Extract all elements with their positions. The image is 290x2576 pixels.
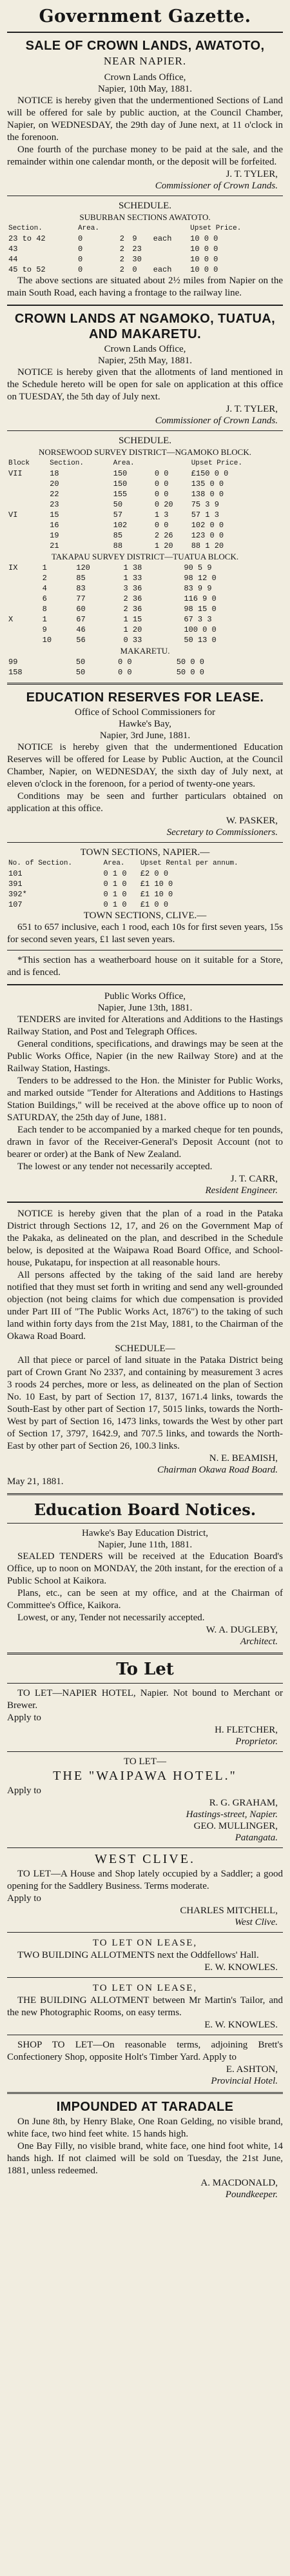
notice-pataka-road	[7, 1208, 283, 1488]
table-cell: 46	[76, 625, 86, 634]
table-body	[7, 468, 283, 551]
table-body	[7, 563, 283, 645]
divider	[7, 1523, 283, 1524]
signature-name: CHARLES MITCHELL,	[180, 1906, 278, 1916]
table-cell: 16	[50, 521, 59, 530]
table-cell: 50	[75, 668, 86, 677]
notice-body: TENDERS are invited for Alterations and Additions to the Hastings Railway Station, and Post and Telegraph Offices.	[7, 1014, 283, 1037]
table-cell: 83 9 9	[184, 584, 212, 593]
signature-title: Commissioner of Crown Lands.	[155, 416, 278, 426]
table-cell: 102	[113, 521, 128, 530]
table-row	[7, 614, 283, 625]
signature-title: Secretary to Commissioners.	[166, 827, 278, 838]
table-cell	[7, 541, 48, 551]
divider	[7, 305, 283, 306]
table-cell: 77	[76, 594, 86, 603]
schedule-footnote: *This section has a weatherboard house on it suitable for a Store, and is fenced.	[7, 955, 283, 978]
signature-title: Poundkeeper.	[225, 2189, 278, 2200]
table-cell: 2 36	[123, 605, 142, 614]
divider	[7, 1202, 283, 1203]
table-row	[7, 604, 283, 614]
table-cell	[7, 520, 48, 530]
table-row	[7, 583, 283, 594]
notice-body: One Bay Filly, no visible brand, white face, one hind foot white, 14 hands high. If not claimed will be sold on Tuesday, the 21st June, 1881, unless redeemed.	[7, 2141, 283, 2176]
table-cell: 102 0 0	[191, 521, 224, 530]
table-cell	[7, 583, 41, 594]
office-line: Office of School Commissioners for	[74, 707, 216, 718]
signature-title: Proprietor.	[235, 1736, 278, 1747]
notice-education-reserves	[7, 690, 283, 979]
signature-name: A. MACDONALD,	[200, 2178, 278, 2188]
table-row	[7, 879, 283, 889]
table-row	[7, 510, 283, 520]
signature-name: GEO. MULLINGER,	[193, 1821, 278, 1831]
table-cell: £2 0 0	[140, 869, 169, 878]
signature-name: J. T. TYLER,	[226, 169, 278, 179]
table-cell: VII	[8, 469, 23, 478]
table-cell: 135 0 0	[191, 479, 224, 488]
notice-body: Tenders to be addressed to the Hon. the Minister for Public Works, and marked outside "Tender for Alterations and Additions to Hastings Station Buildings," will be received at the above office up to noon of SATURDAY, the 25th day of June, 1881.	[7, 1076, 283, 1123]
table-cell: 75 3 9	[191, 500, 219, 509]
column-header: Section.	[8, 225, 43, 232]
schedule-table	[7, 223, 283, 275]
office-date: Napier, 3rd June, 1881.	[99, 730, 191, 741]
column-header: Upset Rental per annum.	[140, 860, 238, 867]
office-date: Napier, 10th May, 1881.	[98, 84, 192, 94]
notice-body: SEALED TENDERS will be received at the Education Board's Office, up to noon on MONDAY, the 20th instant, for the erection of a Public School at Kaikora.	[7, 1551, 283, 1586]
signature-name: J. T. TYLER,	[226, 404, 278, 414]
table-cell: 9	[42, 625, 47, 634]
schedule-title: SCHEDULE—	[115, 1343, 175, 1354]
table-cell: 98 12 0	[184, 574, 217, 583]
table-cell: 0 1 0	[103, 890, 127, 899]
signature-title: Patangata.	[235, 1833, 278, 1843]
divider	[7, 1493, 283, 1495]
table-cell: 0 0	[118, 658, 132, 667]
table-cell: 19	[50, 531, 59, 540]
schedule-title: SCHEDULE.	[118, 436, 172, 446]
notice-body: One fourth of the purchase money to be paid at the sale, and the remainder within one calendar month, or the deposit will be forfeited.	[7, 145, 283, 167]
ad-west-clive	[7, 1852, 283, 1928]
notice-public-works	[7, 991, 283, 1196]
divider	[7, 1683, 283, 1684]
notice-date: May 21, 1881.	[7, 1476, 64, 1487]
table-cell: 50 0 0	[176, 668, 204, 677]
table-cell: 107	[8, 900, 23, 909]
office-line: Crown Lands Office,	[104, 72, 186, 83]
signature-name: W. PASKER,	[226, 816, 278, 826]
table-row	[7, 869, 283, 879]
ad-napier-hotel	[7, 1687, 283, 1747]
schedule-subtitle: SUBURBAN SECTIONS AWATOTO.	[79, 212, 211, 222]
schedule-table-tuatua	[7, 563, 283, 645]
table-cell	[7, 573, 41, 583]
schedule-title: TOWN SECTIONS, NAPIER.—	[80, 847, 210, 858]
notice-body: 651 to 657 inclusive, each 1 rood, each 10s for first seven years, 15s for second seven years, £1 last seven years.	[7, 922, 283, 945]
divider	[7, 2092, 283, 2094]
ad-oddfellows-allotments	[7, 1937, 283, 1973]
table-cell	[66, 667, 75, 678]
divider	[7, 683, 283, 685]
ad-body: TO LET—A House and Shop lately occupied by a Saddler; a good opening for the Saddlery Business. Terms moderate.	[7, 1869, 283, 1891]
table-row	[7, 900, 283, 910]
notice-body: Each tender to be accompanied by a marked cheque for ten pounds, drawn in favor of the Receiver-General's Deposit Account (not to bearer or order) at the Bank of New Zealand.	[7, 1125, 283, 1160]
table-cell: 18	[50, 469, 59, 478]
table-row	[7, 667, 283, 678]
table-cell: £150 0 0	[191, 469, 229, 478]
column-header: Section.	[50, 459, 84, 467]
section-banner: Education Board Notices.	[34, 1500, 256, 1519]
ad-body: THE BUILDING ALLOTMENT between Mr Martin's Tailor, and the new Photographic Rooms, on easy terms.	[7, 1995, 283, 2018]
divider	[7, 984, 283, 985]
ad-apply: Apply to	[7, 1786, 41, 1796]
table-cell: 50	[75, 658, 86, 667]
notice-body: NOTICE is hereby given that the undermentioned Education Reserves will be offered for Lease by Public Auction, at the Council Chamber, Napier, on WEDNESDAY, the sixth day of July next, at eleven o'clock in the forenoon, for a period of twenty-one years.	[7, 742, 283, 789]
table-cell: 392*	[8, 890, 27, 899]
column-header: Upset Price.	[190, 225, 242, 232]
office-line: Hawke's Bay Education District,	[82, 1528, 208, 1538]
table-cell: 155	[113, 490, 128, 499]
notice-heading: SALE OF CROWN LANDS, AWATOTO,	[25, 39, 265, 53]
table-cell: 100 0 0	[184, 625, 217, 634]
schedule-subtitle: TAKAPAU SURVEY DISTRICT—TUATUA BLOCK.	[51, 552, 239, 561]
divider	[7, 1977, 283, 1978]
table-cell: 0 0	[118, 668, 132, 677]
table-cell: 0 0	[154, 479, 169, 488]
table-cell: IX	[8, 563, 18, 572]
table-cell: 10	[42, 636, 52, 645]
column-header: Area.	[103, 860, 125, 867]
notice-heading: CROWN LANDS AT NGAMOKO, TUATUA, AND MAKARETU.	[14, 312, 276, 341]
table-cell: 21	[50, 541, 59, 550]
office-date: Napier, June 13th, 1881.	[97, 1003, 193, 1013]
ad-body: SHOP TO LET—On reasonable terms, adjoining Brett's Confectionery Shop, opposite Holt's Timber Yard. Apply to	[7, 2040, 283, 2062]
signature-title: Commissioner of Crown Lands.	[155, 181, 278, 191]
table-cell: 0 20	[154, 500, 173, 509]
table-cell: 138 0 0	[191, 490, 224, 499]
table-cell	[7, 594, 41, 604]
table-row	[7, 479, 283, 489]
table-cell: X	[8, 615, 14, 624]
ad-title: WEST CLIVE.	[95, 1852, 195, 1866]
signature-name: J. T. CARR,	[230, 1174, 278, 1184]
table-cell: 1 33	[123, 574, 142, 583]
ad-apply: Apply to	[7, 1713, 41, 1723]
table-cell: 88 1 20	[191, 541, 224, 550]
office-line: Public Works Office,	[104, 991, 186, 1001]
table-cell: £1 10 0	[140, 890, 173, 899]
table-cell: 0 1 0	[103, 880, 127, 889]
table-cell	[7, 635, 41, 645]
office-line: Hawke's Bay,	[119, 719, 171, 729]
column-header: Upset Price.	[191, 459, 242, 467]
table-cell: 1	[42, 563, 47, 572]
table-cell: 1 3	[154, 510, 169, 519]
table-cell: 2 26	[154, 531, 173, 540]
table-cell: 1 38	[123, 563, 142, 572]
table-body	[7, 657, 283, 678]
signature-title: Architect.	[240, 1636, 278, 1647]
table-cell: 2	[42, 574, 47, 583]
table-cell: 15	[50, 510, 59, 519]
table-row	[7, 889, 283, 900]
table-row	[7, 468, 283, 479]
notice-body: The lowest or any tender not necessarily accepted.	[17, 1162, 213, 1172]
table-cell	[7, 489, 48, 499]
office-date: Napier, June 11th, 1881.	[97, 1540, 193, 1550]
ad-shop-to-let	[7, 2039, 283, 2087]
ad-apply: Apply to	[7, 1893, 41, 1904]
notice-body: All that piece or parcel of land situate in the Pataka District being part of Crown Grant No 2337, and containing by measurement 3 acres 3 roods 24 perches, more or less, as delineated on the plan of Section No. 10 East, by part of Section 17, 8137, 1671.4 links, towards the South-East by other part of Section 17, 5015 links, towards the North-West by part of Section 16, 1473 links, towards the West by other part of Section 17, 3797, 1642.9, and 707.5 links, and towards the North-East by other part of Section 26, 100.3 links.	[7, 1355, 283, 1451]
schedule-subtitle: NORSEWOOD SURVEY DISTRICT—NGAMOKO BLOCK.	[39, 447, 251, 457]
to-let-section	[7, 1660, 283, 2087]
ad-title: THE "WAIPAWA HOTEL."	[53, 1769, 237, 1783]
notice-body: NOTICE is hereby given that the allotments of land mentioned in the Schedule hereto will be open for sale on application at this office on TUESDAY, the 5th day of July next.	[7, 367, 283, 402]
table-cell: 50 0 0	[176, 658, 204, 667]
schedule-title: TOWN SECTIONS, CLIVE.—	[83, 911, 207, 921]
notice-impounded	[7, 2099, 283, 2200]
table-cell: 391	[8, 880, 23, 889]
table-cell: 158	[8, 668, 23, 677]
table-row	[7, 625, 283, 635]
notice-body: Conditions may be seen and further particulars obtained on application at this office.	[7, 791, 283, 814]
signature-name: H. FLETCHER,	[215, 1725, 278, 1735]
masthead: Government Gazette.	[39, 6, 251, 26]
table-cell	[7, 604, 41, 614]
table-cell: 0 1 0	[103, 900, 127, 909]
table-cell: 85	[113, 531, 123, 540]
table-cell: 123 0 0	[191, 531, 224, 540]
table-cell	[7, 530, 48, 541]
signature-title: Resident Engineer.	[205, 1185, 278, 1196]
notice-heading: IMPOUNDED AT TARADALE	[56, 2100, 234, 2114]
table-row	[7, 520, 283, 530]
ad-body: TO LET—NAPIER HOTEL, Napier. Not bound to Merchant or Brewer.	[7, 1688, 283, 1711]
column-header: Area.	[113, 459, 135, 467]
table-row	[7, 573, 283, 583]
column-header: No. of Section.	[8, 860, 73, 867]
table-cell: 150	[113, 469, 128, 478]
table-cell: 6	[42, 594, 47, 603]
signature-title: Chairman Okawa Road Board.	[157, 1465, 278, 1475]
table-cell: 2 36	[123, 594, 142, 603]
signature-name: E. ASHTON,	[226, 2064, 278, 2075]
table-row	[7, 657, 283, 667]
notice-body: NOTICE is hereby given that the undermentioned Sections of Land will be offered for sale by public auction, at the Council Chamber, Napier, on WEDNESDAY, the 29th day of June next, at 11 o'clock in the forenoon.	[7, 96, 283, 143]
notice-subheading: NEAR NAPIER.	[103, 55, 187, 67]
table-cell: 1 20	[123, 625, 142, 634]
ad-title: TO LET ON LEASE,	[92, 1938, 198, 1948]
table-cell: 101	[8, 869, 23, 878]
table-cell: 98 15 0	[184, 605, 217, 614]
table-cell: 22	[50, 490, 59, 499]
divider	[7, 430, 283, 431]
table-cell: 67 3 3	[184, 615, 212, 624]
signature-title: West Clive.	[235, 1917, 278, 1927]
table-row	[7, 635, 283, 645]
schedule-table-makaretu	[7, 657, 283, 678]
ad-title: TO LET ON LEASE,	[92, 1983, 198, 1993]
table-cell: 116 9 0	[184, 594, 217, 603]
table-cell: 56	[76, 636, 86, 645]
table-cell: 1 20	[154, 541, 173, 550]
notice-ngamoko	[7, 311, 283, 678]
table-cell: 0 0	[154, 490, 169, 499]
schedule-subtitle: MAKARETU.	[120, 646, 170, 656]
table-row	[7, 594, 283, 604]
table-cell: 90 5 9	[184, 563, 212, 572]
divider	[7, 1847, 283, 1848]
table-cell	[7, 625, 41, 635]
signature-name: R. G. GRAHAM,	[209, 1798, 278, 1808]
table-body	[7, 869, 283, 910]
table-cell: 85	[76, 574, 86, 583]
divider	[7, 1751, 283, 1752]
section-banner: To Let	[116, 1660, 174, 1679]
signature-name: N. E. BEAMISH,	[209, 1453, 278, 1464]
table-cell: 150	[113, 479, 128, 488]
schedule-table-ngamoko	[7, 458, 283, 551]
table-cell: 120	[76, 563, 90, 572]
table-row	[7, 530, 283, 541]
notice-body: On June 8th, by Henry Blake, One Roan Gelding, no visible brand, white face, two hind feet white. 15 hands high.	[7, 2117, 283, 2139]
table-cell: 0 0	[154, 469, 169, 478]
column-header: Block	[8, 459, 30, 467]
notice-body: All persons affected by the taking of the said land are hereby notified that they must set forth in writing and send any well-grounded objection (not being claims for which due compensation is provided under Part III of "The Public Works Act, 1876") to the taking of such land within forty days from the 21st May, 1881, to the Chairman of the Okawa Road Board.	[7, 1270, 283, 1342]
office-line: Crown Lands Office,	[104, 344, 186, 354]
signature-name: E. W. KNOWLES.	[204, 1962, 278, 1973]
table-cell: 23	[50, 500, 59, 509]
divider	[7, 842, 283, 843]
notice-awatoto	[7, 38, 283, 299]
schedule-title: SCHEDULE.	[118, 201, 172, 211]
table-cell: 83	[76, 584, 86, 593]
office-date: Napier, 25th May, 1881.	[98, 356, 192, 366]
table-cell	[66, 657, 75, 667]
table-row: 43 0 2 23 10 0 0	[8, 245, 218, 254]
divider	[7, 1932, 283, 1933]
table-cell: 57 1 3	[191, 510, 219, 519]
signature-name: E. W. KNOWLES.	[204, 2020, 278, 2030]
table-cell: 4	[42, 584, 47, 593]
table-cell: 0 1 0	[103, 869, 127, 878]
divider	[7, 1653, 283, 1655]
table-row	[7, 489, 283, 499]
signature-title: Hastings-street, Napier.	[186, 1809, 278, 1820]
ad-body: TWO BUILDING ALLOTMENTS next the Oddfellows' Hall.	[17, 1950, 259, 1960]
table-cell: 57	[113, 510, 123, 519]
table-cell: VI	[8, 510, 18, 519]
table-cell	[7, 479, 48, 489]
notice-body: NOTICE is hereby given that the plan of a road in the Pataka District through Sections 12, 17, and 26 on the Government Map of the Pakaka, as delineated on the plan, and described in the Schedule below, is deposited at the Waipawa Road Board Office, and School-house, Pukatapu, for inspection at all reasonable hours.	[7, 1209, 283, 1268]
notice-body: Lowest, or any, Tender not necessarily accepted.	[17, 1613, 205, 1623]
table-cell: 88	[113, 541, 123, 550]
table-row	[7, 563, 283, 573]
table-cell: 0 33	[123, 636, 142, 645]
table-cell: £1 10 0	[140, 880, 173, 889]
divider	[7, 32, 283, 33]
table-cell: 1 15	[123, 615, 142, 624]
table-row	[7, 541, 283, 551]
ad-waipawa-hotel	[7, 1756, 283, 1844]
signature-name: W. A. DUGLEBY,	[206, 1625, 278, 1635]
table-cell: 99	[8, 658, 18, 667]
ad-building-allotment	[7, 1982, 283, 2031]
table-cell: 1	[42, 615, 47, 624]
divider	[7, 950, 283, 951]
table-row: 44 0 2 30 10 0 0	[8, 255, 218, 264]
table-cell: 60	[76, 605, 86, 614]
column-header: Area.	[77, 225, 99, 232]
ad-lead: TO LET—	[124, 1756, 166, 1767]
notice-heading: EDUCATION RESERVES FOR LEASE.	[26, 690, 264, 705]
notice-education-board	[7, 1500, 283, 1647]
table-row: 23 to 42 0 2 9 each 10 0 0	[8, 234, 218, 243]
schedule-footnote: The above sections are situated about 2½ miles from Napier on the main South Road, each having a frontage to the railway line.	[7, 276, 283, 298]
table-row	[7, 499, 283, 510]
table-cell: £1 0 0	[140, 900, 169, 909]
signature-title: Provincial Hotel.	[211, 2076, 278, 2086]
notice-body: General conditions, specifications, and drawings may be seen at the Public Works Office, Napier (in the new Railway Store) and at the Railway Station, Hastings.	[7, 1039, 283, 1074]
schedule-table	[7, 858, 283, 910]
table-cell: 50	[113, 500, 123, 509]
table-cell: 8	[42, 605, 47, 614]
table-cell: 50 13 0	[184, 636, 217, 645]
table-cell: 3 36	[123, 584, 142, 593]
notice-body: Plans, etc., can be seen at my office, and at the Chairman of Committee's Office, Kaikora.	[7, 1588, 283, 1611]
table-cell: 67	[76, 615, 86, 624]
table-cell: 0 0	[154, 521, 169, 530]
table-cell: 20	[50, 479, 59, 488]
table-row: 45 to 52 0 2 0 each 10 0 0	[8, 265, 218, 274]
table-cell	[7, 499, 48, 510]
